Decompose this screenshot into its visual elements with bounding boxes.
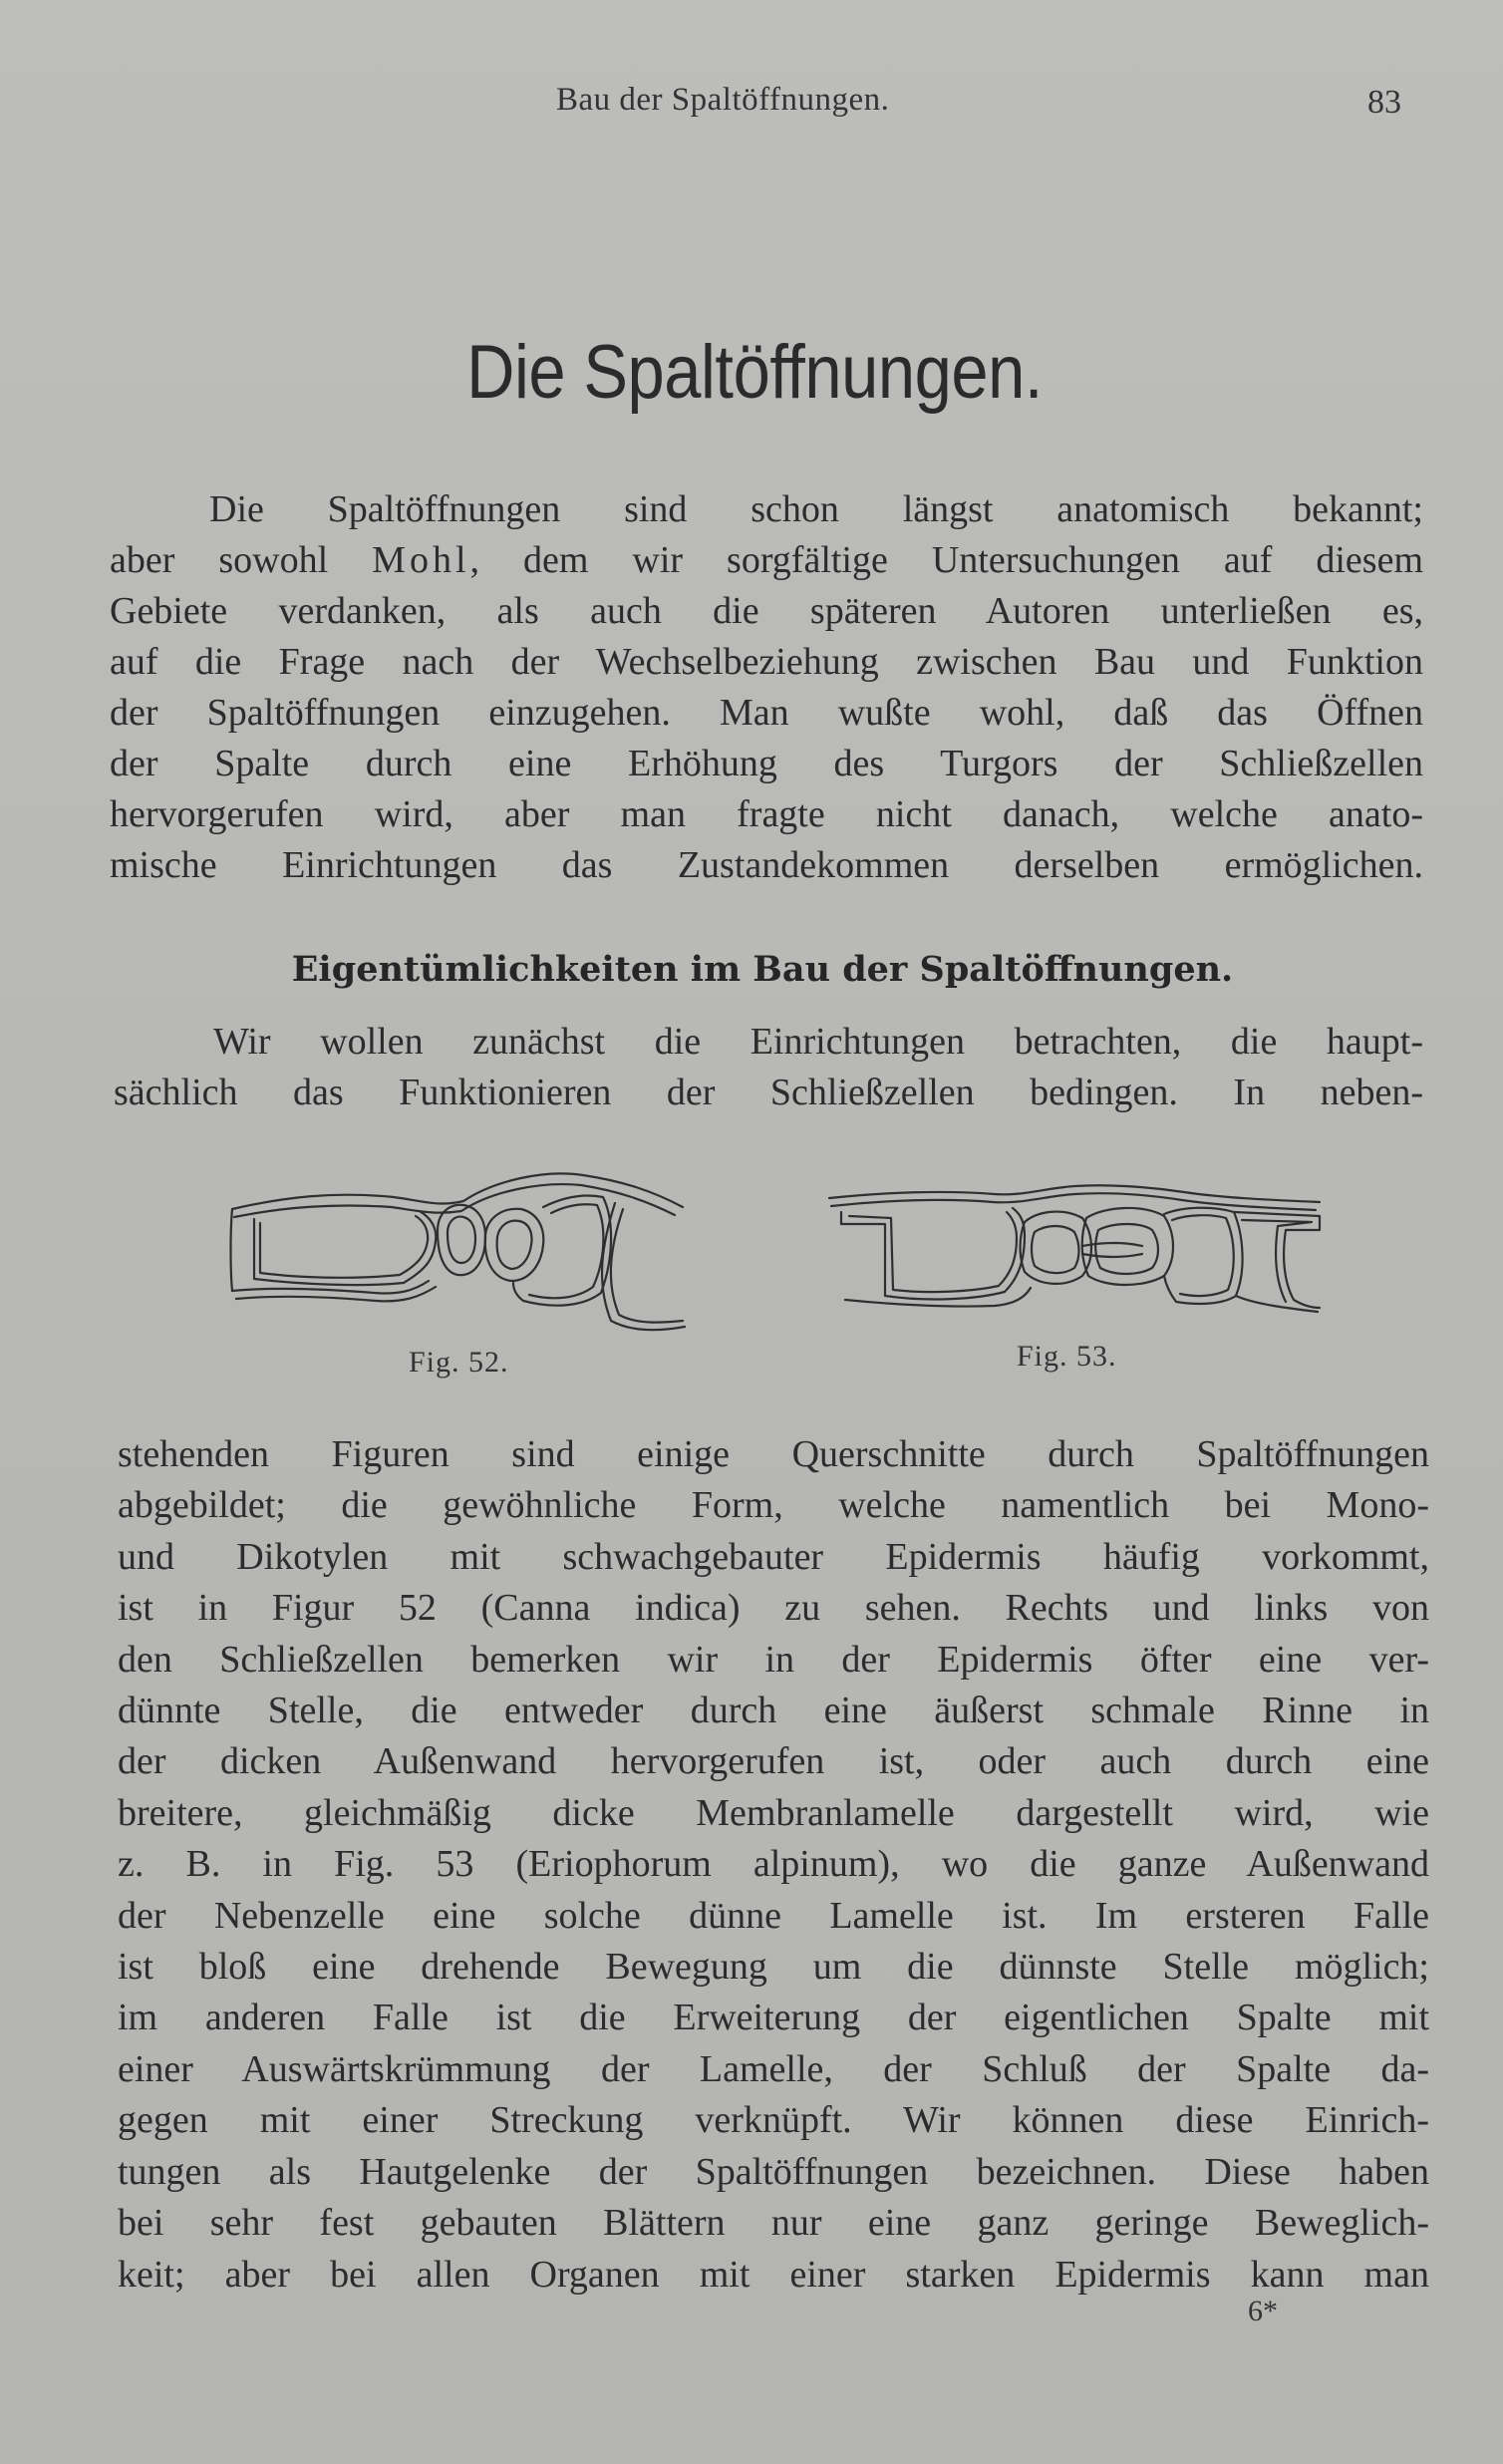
text-line: ist bloß eine drehende Bewegung um die dünnste Stelle möglich; (118, 1946, 1429, 1989)
text-line: den Schließzellen bemerken wir in der Epidermis öfter eine ver- (118, 1638, 1429, 1681)
text-line: keit; aber bei allen Organen mit einer starken Epidermis kann man (118, 2253, 1429, 2296)
text-line: dünnte Stelle, die entweder durch eine äußerst schmale Rinne in (118, 1690, 1429, 1732)
text-line: sächlich das Funktionieren der Schließzellen bedingen. In neben- (114, 1072, 1423, 1113)
text-fragment: , dem wir sorgfältige Untersuchungen auf diesem (469, 539, 1424, 581)
text-line: und Dikotylen mit schwachgebauter Epidermis häufig vorkommt, (118, 1535, 1429, 1578)
section-intro-paragraph (114, 1017, 1423, 1118)
text-line: Die Spaltöffnungen sind schon längst anatomisch bekannt; (209, 488, 1423, 530)
stomata-cross-section-canna-drawing (224, 1161, 693, 1341)
running-head-title: Bau der Spaltöffnungen. (556, 82, 890, 118)
text-line: mische Einrichtungen das Zustandekommen derselben ermöglichen. (110, 844, 1423, 886)
text-line: bei sehr fest gebauten Blättern nur eine ganz geringe Beweglich- (118, 2202, 1429, 2245)
text-line: hervorgerufen wird, aber man fragte nicht danach, welche anato- (110, 793, 1423, 835)
figure-53-caption: Fig. 53. (1017, 1340, 1117, 1373)
figure-52-caption: Fig. 52. (409, 1346, 509, 1379)
text-line: gegen mit einer Streckung verknüpft. Wir können diese Einrich- (118, 2099, 1429, 2142)
body-paragraph (118, 1429, 1429, 2301)
text-line: z. B. in Fig. 53 (Eriophorum alpinum), wo die ganze Außenwand (118, 1843, 1429, 1886)
text-line (110, 535, 1423, 586)
text-fragment: aber sowohl (110, 539, 329, 581)
text-line: breitere, gleichmäßig dicke Membranlamelle dargestellt wird, wie (118, 1791, 1429, 1834)
text-line: Gebiete verdanken, als auch die späteren Autoren unterließen es, (110, 590, 1423, 632)
text-line: im anderen Falle ist die Erweiterung der eigentlichen Spalte mit (118, 1997, 1429, 2039)
stomata-cross-section-eriophorum-drawing (825, 1176, 1324, 1326)
chapter-title: Die Spaltöffnungen. (466, 330, 1044, 415)
text-line: Wir wollen zunächst die Einrichtungen betrachten, die haupt- (213, 1021, 1423, 1063)
text-line: auf die Frage nach der Wechselbeziehung zwischen Bau und Funktion (110, 641, 1423, 683)
page-number: 83 (1367, 84, 1401, 121)
text-line: der dicken Außenwand hervorgerufen ist, oder auch durch eine (118, 1740, 1429, 1783)
text-line: der Spalte durch eine Erhöhung des Turgors der Schließzellen (110, 743, 1423, 784)
text-line: stehenden Figuren sind einige Querschnitte durch Spaltöffnungen (118, 1433, 1429, 1475)
author-name-mohl: Mohl (372, 539, 470, 581)
text-line: tungen als Hautgelenke der Spaltöffnungen bezeichnen. Diese haben (118, 2150, 1429, 2193)
text-line: der Nebenzelle eine solche dünne Lamelle ist. Im ersteren Falle (118, 1894, 1429, 1937)
section-heading: Eigentümlichkeiten im Bau der Spaltöffnungen. (291, 949, 1234, 990)
intro-paragraph (110, 484, 1423, 891)
signature-mark: 6* (1248, 2295, 1278, 2327)
text-line: ist in Figur 52 (Canna indica) zu sehen. Rechts und links von (118, 1587, 1429, 1630)
text-line: der Spaltöffnungen einzugehen. Man wußte wohl, daß das Öffnen (110, 692, 1423, 734)
text-line: einer Auswärtskrümmung der Lamelle, der Schluß der Spalte da- (118, 2047, 1429, 2090)
text-line: abgebildet; die gewöhnliche Form, welche namentlich bei Mono- (118, 1484, 1429, 1527)
